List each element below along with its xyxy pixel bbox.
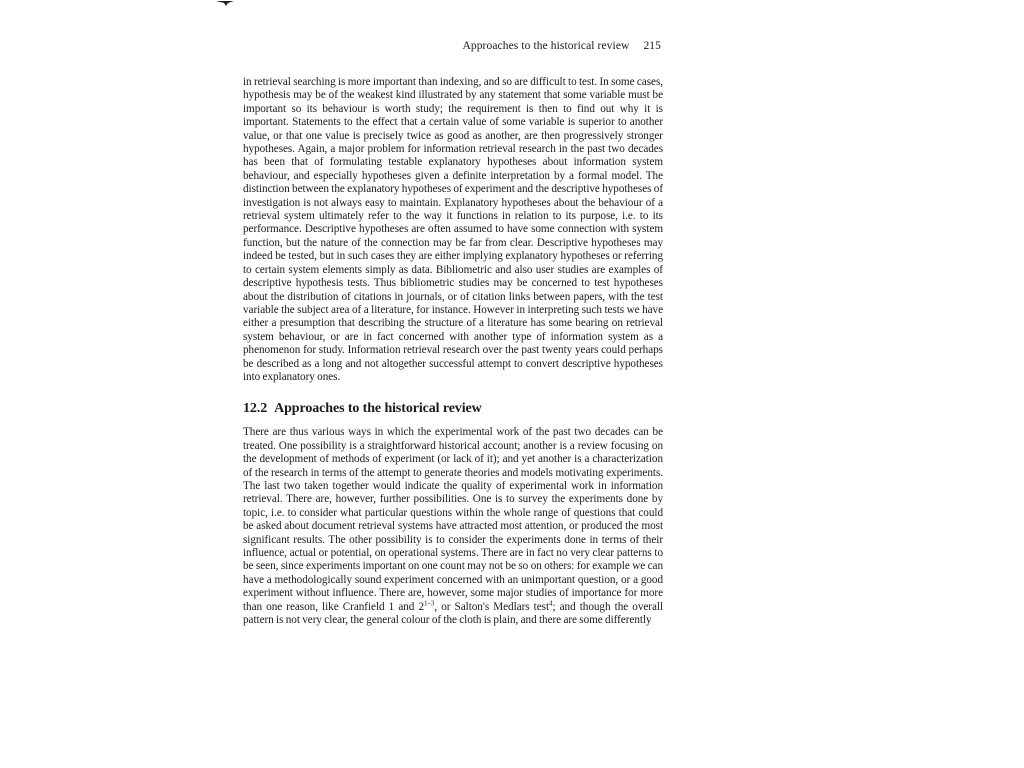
- book-page: [243, 38, 663, 768]
- section-number: 12.2: [243, 401, 268, 417]
- paragraph-2-text-b: , or Salton's Medlars test: [434, 600, 549, 613]
- running-header: [243, 38, 663, 54]
- body-paragraph-1: in retrieval searching is more important than indexing, and so are difficult to test. In some cases, hypothesis may be of the weakest kind illustrated by any statement that some variable must be important so its behaviour is worth study; the requirement is then to find out why it is important. Statements to the effect that a certain value of some variable is superior to another value, or that one value is precisely twice as good as another, are then progressively stronger hypotheses. Again, a major problem for information retrieval research in the past two decades has been that of formulating testable explanatory hypotheses about information system behaviour, and especially hypotheses given a definite interpretation by a formal model. The distinction between the explanatory hypotheses of experiment and the descriptive hypotheses of investigation is not always easy to maintain. Explanatory hypotheses about the behaviour of a retrieval system ultimately refer to the way it functions in relation to its purpose, i.e. to its performance. Descriptive hypotheses are often assumed to have some connection with system function, but the nature of the connection may be far from clear. Descriptive hypotheses may indeed be tested, but in such cases they are either implying explanatory hypotheses or referring to certain system elements simply as data. Bibliometric and also user studies are examples of descriptive hypothesis tests. Thus bibliometric studies may be concerned to test hypotheses about the distribution of citations in journals, or of citation links between papers, with the test variable the subject area of a literature, for instance. However in interpreting such tests we have either a presumption that describing the structure of a literature has some bearing on retrieval system behaviour, or are in fact concerned with another type of information system as a phenomenon for study. Information retrieval research over the past twenty years could perhaps be described as a long and not altogether successful attempt to convert descriptive hypotheses into explanatory ones.: [243, 76, 663, 383]
- citation-superscript-2: 4: [549, 598, 553, 607]
- citation-superscript-1: 1–3: [424, 598, 435, 607]
- body-paragraph-2: [243, 426, 663, 627]
- page-number: 215: [643, 40, 661, 52]
- paragraph-2-text-a: There are thus various ways in which the experimental work of the past two decades can be treated. One possibility is a straightforward historical account; another is a review focusing on the development of methods of experiment (or lack of it); and yet another is a characterization of the research in terms of the attempt to generate theories and models motivating experiments. The last two taken together would indicate the quality of experimental work in information retrieval. There are, however, further possibilities. One is to survey the experiments done by topic, i.e. to consider what particular questions within the whole range of questions that could be asked about document retrieval systems have attracted most attention, or produced the most significant results. The other possibility is to consider the experiments done in terms of their influence, actual or potential, on operational systems. There are in fact no very clear patterns to be seen, since experiments important on one count may not be so on others: for example we can have a methodologically sound experiment concerned with an unimportant question, or a good experiment without influence. There are, however, some major studies of importance for more than one reason, like Cranfield 1 and 2: [243, 426, 663, 613]
- section-heading: [243, 400, 663, 418]
- paragraph-2-text-c: ; and though the overall pattern is not very clear, the general colour of the cloth is plain, and there are some differently: [243, 600, 663, 627]
- scan-artifact-mark: [216, 0, 234, 6]
- section-title: Approaches to the historical review: [274, 401, 482, 417]
- running-title: Approaches to the historical review: [462, 40, 630, 52]
